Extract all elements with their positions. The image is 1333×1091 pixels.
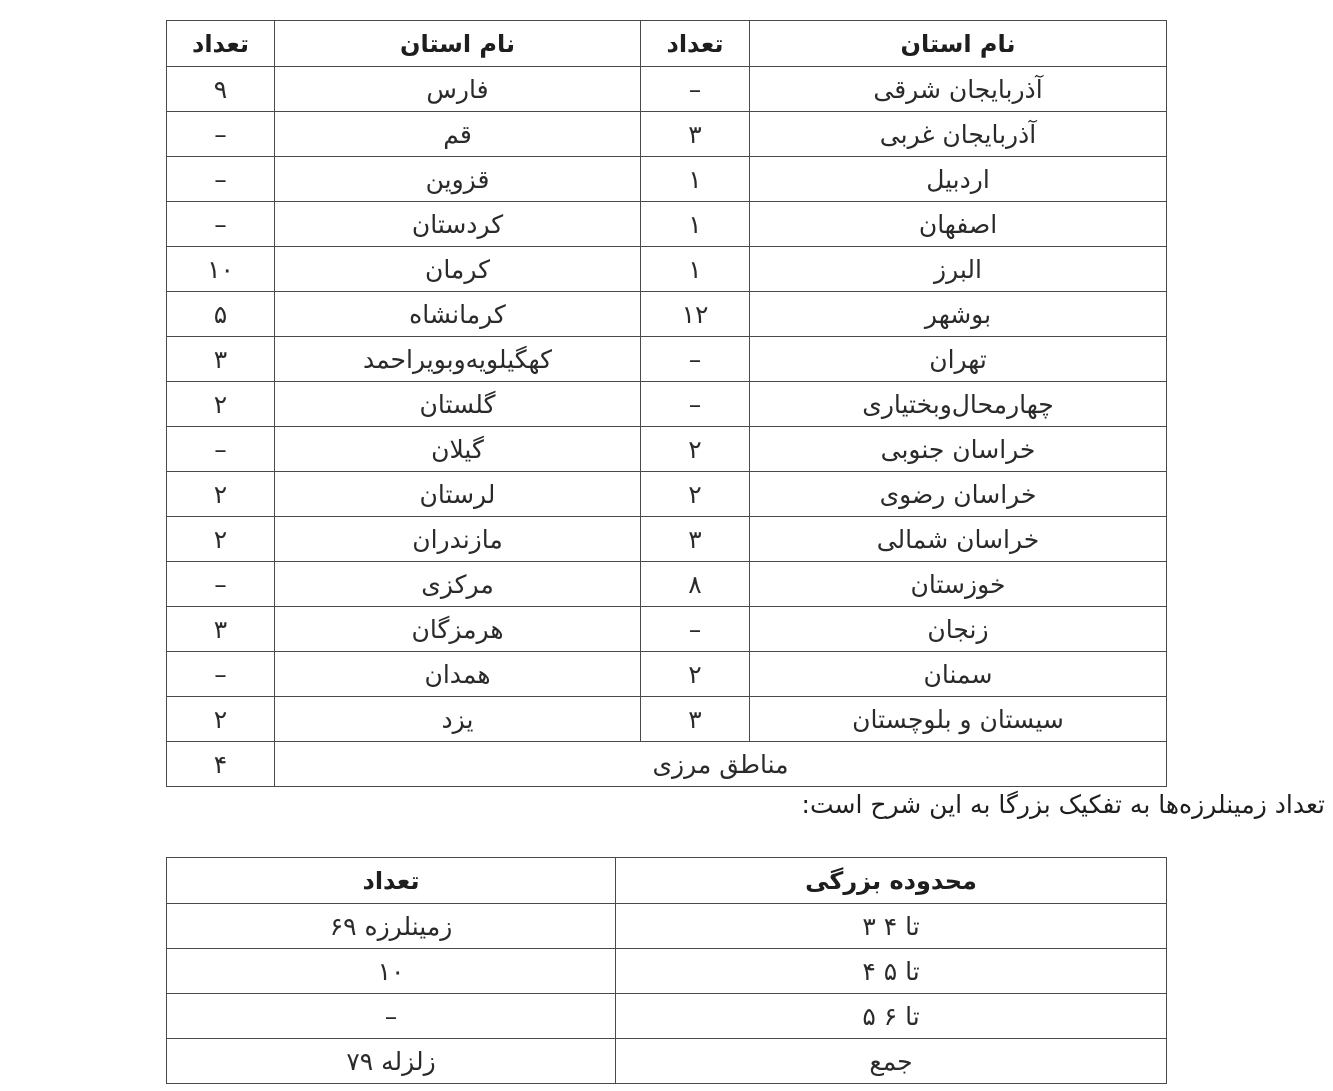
count-left-cell: – <box>167 157 275 202</box>
province-name-right-cell: آذربایجان شرقی <box>750 67 1167 112</box>
magnitude-range-cell: ۵ تا ۶ <box>616 994 1167 1039</box>
province-name-left-cell: لرستان <box>275 472 641 517</box>
table-row <box>167 292 1167 337</box>
count-right-cell: ۲ <box>641 427 750 472</box>
count-right-cell: ۱۲ <box>641 292 750 337</box>
count-right-cell: ۲ <box>641 472 750 517</box>
table-row <box>167 337 1167 382</box>
table-row <box>167 382 1167 427</box>
table-row <box>167 562 1167 607</box>
count-left-cell: ۲ <box>167 472 275 517</box>
province-name-right-cell: تهران <box>750 337 1167 382</box>
count-right-cell: ۱ <box>641 247 750 292</box>
magnitude-header-row <box>167 858 1167 904</box>
province-name-right-cell: بوشهر <box>750 292 1167 337</box>
table-row <box>167 607 1167 652</box>
province-name-left-cell: کهگیلویه‌وبویراحمد <box>275 337 641 382</box>
province-name-left-cell: همدان <box>275 652 641 697</box>
province-name-left-cell: کرمان <box>275 247 641 292</box>
border-regions-count: ۴ <box>167 742 275 787</box>
province-name-left-cell: فارس <box>275 67 641 112</box>
header-name-right: نام استان <box>750 21 1167 67</box>
header-count-right: تعداد <box>641 21 750 67</box>
count-right-cell: ۳ <box>641 517 750 562</box>
count-left-cell: – <box>167 202 275 247</box>
count-right-cell: – <box>641 382 750 427</box>
provinces-header-row <box>167 21 1167 67</box>
count-right-cell: ۸ <box>641 562 750 607</box>
table-row <box>167 904 1167 949</box>
province-name-right-cell: آذربایجان غربی <box>750 112 1167 157</box>
table-row <box>167 472 1167 517</box>
table-row <box>167 697 1167 742</box>
province-name-left-cell: کرمانشاه <box>275 292 641 337</box>
province-name-left-cell: هرمزگان <box>275 607 641 652</box>
count-right-cell: ۱ <box>641 202 750 247</box>
border-regions-row <box>167 742 1167 787</box>
count-left-cell: ۲ <box>167 382 275 427</box>
table-row <box>167 949 1167 994</box>
count-left-cell: ۲ <box>167 697 275 742</box>
province-name-right-cell: خراسان جنوبی <box>750 427 1167 472</box>
header-count: تعداد <box>167 858 616 904</box>
province-name-right-cell: خراسان شمالی <box>750 517 1167 562</box>
province-name-right-cell: البرز <box>750 247 1167 292</box>
count-left-cell: – <box>167 562 275 607</box>
earthquake-count-cell: ۷۹ زلزله <box>167 1039 616 1084</box>
count-right-cell: ۳ <box>641 697 750 742</box>
province-name-left-cell: گیلان <box>275 427 641 472</box>
table-row <box>167 157 1167 202</box>
province-name-left-cell: مرکزی <box>275 562 641 607</box>
count-left-cell: – <box>167 427 275 472</box>
province-name-left-cell: گلستان <box>275 382 641 427</box>
count-left-cell: ۵ <box>167 292 275 337</box>
header-magnitude-range: محدوده بزرگی <box>616 858 1167 904</box>
intro-text: تعداد زمینلرزه‌ها به تفکیک بزرگا به این شرح است: <box>801 790 1325 819</box>
magnitude-range-cell: ۴ تا ۵ <box>616 949 1167 994</box>
count-right-cell: – <box>641 337 750 382</box>
count-right-cell: ۳ <box>641 112 750 157</box>
province-name-right-cell: اصفهان <box>750 202 1167 247</box>
border-regions-label: مناطق مرزی <box>275 742 1167 787</box>
earthquake-count-cell: ۶۹ زمینلرزه <box>167 904 616 949</box>
header-count-left: تعداد <box>167 21 275 67</box>
table-row <box>167 112 1167 157</box>
province-name-right-cell: خوزستان <box>750 562 1167 607</box>
table-row <box>167 994 1167 1039</box>
table-row <box>167 427 1167 472</box>
provinces-table <box>166 20 1167 787</box>
magnitude-range-cell: جمع <box>616 1039 1167 1084</box>
count-right-cell: ۱ <box>641 157 750 202</box>
earthquake-count-cell: – <box>167 994 616 1039</box>
table-row <box>167 247 1167 292</box>
table-row <box>167 67 1167 112</box>
earthquake-count-cell: ۱۰ <box>167 949 616 994</box>
count-right-cell: – <box>641 607 750 652</box>
count-left-cell: ۳ <box>167 337 275 382</box>
magnitude-table <box>166 857 1167 1084</box>
province-name-left-cell: قزوین <box>275 157 641 202</box>
count-left-cell: – <box>167 112 275 157</box>
magnitude-range-cell: ۳ تا ۴ <box>616 904 1167 949</box>
province-name-right-cell: اردبیل <box>750 157 1167 202</box>
province-name-right-cell: زنجان <box>750 607 1167 652</box>
count-right-cell: ۲ <box>641 652 750 697</box>
table-row <box>167 1039 1167 1084</box>
header-name-left: نام استان <box>275 21 641 67</box>
table-row <box>167 517 1167 562</box>
count-right-cell: – <box>641 67 750 112</box>
count-left-cell: ۳ <box>167 607 275 652</box>
province-name-right-cell: سیستان و بلوچستان <box>750 697 1167 742</box>
table-row <box>167 652 1167 697</box>
count-left-cell: – <box>167 652 275 697</box>
province-name-left-cell: کردستان <box>275 202 641 247</box>
province-name-right-cell: چهارمحال‌وبختیاری <box>750 382 1167 427</box>
province-name-right-cell: خراسان رضوی <box>750 472 1167 517</box>
province-name-left-cell: مازندران <box>275 517 641 562</box>
table-row <box>167 202 1167 247</box>
count-left-cell: ۲ <box>167 517 275 562</box>
province-name-right-cell: سمنان <box>750 652 1167 697</box>
province-name-left-cell: یزد <box>275 697 641 742</box>
count-left-cell: ۱۰ <box>167 247 275 292</box>
province-name-left-cell: قم <box>275 112 641 157</box>
count-left-cell: ۹ <box>167 67 275 112</box>
